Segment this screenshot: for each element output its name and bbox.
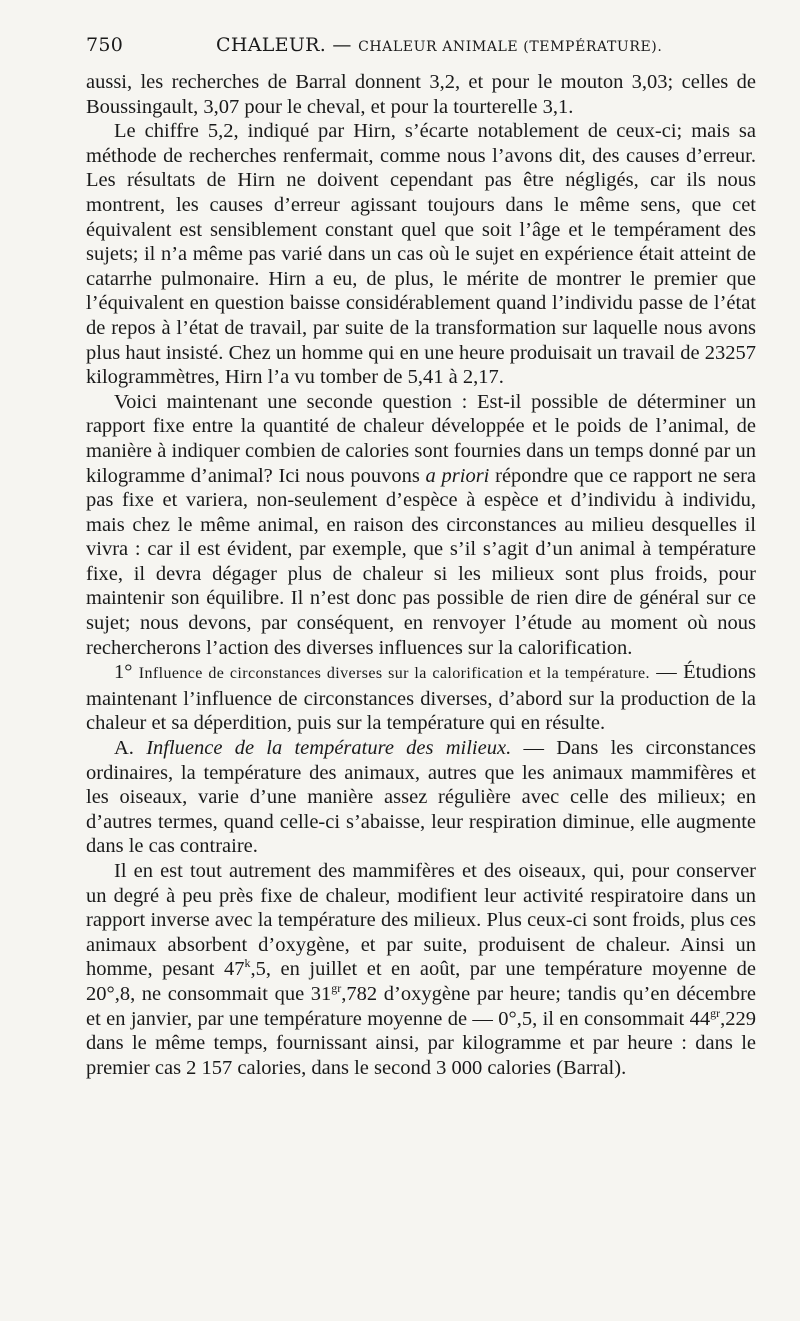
section-number: 1°: [114, 661, 139, 684]
paragraph-6-part-d: ,229 dans le même temps, fournissant ainsi, par kilogramme et par heure : dans le premier cas 2 157 calories, dans le second 3 000 calories (Barral).: [86, 1007, 756, 1079]
paragraph-6-part-a: Il en est tout autrement des mammifères et des oiseaux, qui, pour conserver un degré à peu près fixe de chaleur, modifient leur activité respiratoire dans un rapport inverse avec la température des milieux. Plus ceux-ci sont froids, plus ces animaux absorbent d’oxygène, et par suite, produisent de chaleur. Ainsi un homme, pesant 47: [86, 860, 756, 981]
running-title: [216, 34, 662, 56]
paragraph-5-text: — Dans les circonstances ordinaires, la température des animaux, autres que les animaux mammifères et les oiseaux, varie d’une manière assez régulière avec celle des milieux; en d’autres termes, quand celle-ci s’abaisse, leur respiration diminue, elle augmente dans le cas contraire.: [86, 737, 756, 858]
running-head: [86, 34, 756, 70]
paragraph-5: [86, 736, 756, 859]
subsection-label: A.: [114, 737, 147, 760]
italic-a-priori: a priori: [425, 464, 490, 487]
paragraph-3-part-a: Voici maintenant une seconde question : Est-il possible de déterminer un rapport fixe entre la quantité de chaleur développée et le poids de l’animal, de manière à indiquer combien de calories sont fournies dans un temps donné par un kilogramme d’animal? Ici nous pouvons: [86, 390, 756, 487]
section-heading: Influence de circonstances diverses sur la calorification et la température.: [138, 665, 650, 683]
page-number: 750: [86, 34, 124, 56]
paragraph-3: [86, 390, 756, 661]
subsection-heading: Influence de la température des milieux.: [146, 737, 512, 760]
paragraph-1: aussi, les recherches de Barral donnent 3,2, et pour le mouton 3,03; celles de Boussingault, 3,07 pour le cheval, et pour la tourterelle 3,1.: [86, 71, 756, 118]
superscript-gr-1: gr: [331, 981, 342, 996]
running-title-main: CHALEUR. —: [216, 34, 359, 56]
paragraph-6-part-b: ,5, en juillet et en août, par une température moyenne de 20°,8, ne consommait que 31: [86, 958, 756, 1005]
superscript-gr-2: gr: [710, 1005, 721, 1020]
body-text: [86, 70, 756, 1080]
paragraph-6: [86, 859, 756, 1080]
paragraph-4-text: — Étudions maintenant l’influence de circonstances diverses, d’abord sur la production de la chaleur et sa déperdition, puis sur la température qui en résulte.: [86, 661, 756, 735]
running-title-sub: CHALEUR ANIMALE (TEMPÉRATURE).: [358, 39, 663, 55]
paragraph-4: [86, 660, 756, 736]
paragraph-3-part-b: répondre que ce rapport ne sera pas fixe et variera, non-seulement d’espèce à espèce et d’individu à individu, mais chez le même animal, en raison des circonstances au milieu desquelles il vivra : car il est évident, par exemple, que s’il s’agit d’un animal à température fixe, il devra dégager plus de chaleur si les milieux sont plus froids, pour maintenir son équilibre. Il n’est donc pas possible de rien dire de général sur ce sujet; nous devons, par conséquent, en renvoyer l’étude au moment où nous rechercherons l’action des diverses influences sur la calorification.: [86, 464, 756, 659]
paragraph-6-part-c: ,782 d’oxygène par heure; tandis qu’en décembre et en janvier, par une température moyenne de — 0°,5, il en consommait 44: [86, 982, 757, 1030]
paragraph-2: Le chiffre 5,2, indiqué par Hirn, s’écarte notablement de ceux-ci; mais sa méthode de recherches renfermait, comme nous l’avons dit, des causes d’erreur. Les résultats de Hirn ne doivent cependant pas être négligés, car ils nous montrent, les causes d’erreur agissant toujours dans le même sens, que cet équivalent est sensiblement constant quel que soit l’âge et le tempérament des sujets; il n’a même pas varié dans un cas où le sujet en expérience était atteint de catarrhe pulmonaire. Hirn a eu, de plus, le mérite de montrer le premier que l’équivalent en question baisse considérablement quand l’individu passe de l’état de repos à l’état de travail, par suite de la transformation sur laquelle nous avons plus haut insisté. Chez un homme qui en une heure produisait un travail de 23257 kilogrammètres, Hirn l’a vu tomber de 5,41 à 2,17.: [86, 120, 756, 389]
superscript-k: k: [244, 956, 251, 971]
